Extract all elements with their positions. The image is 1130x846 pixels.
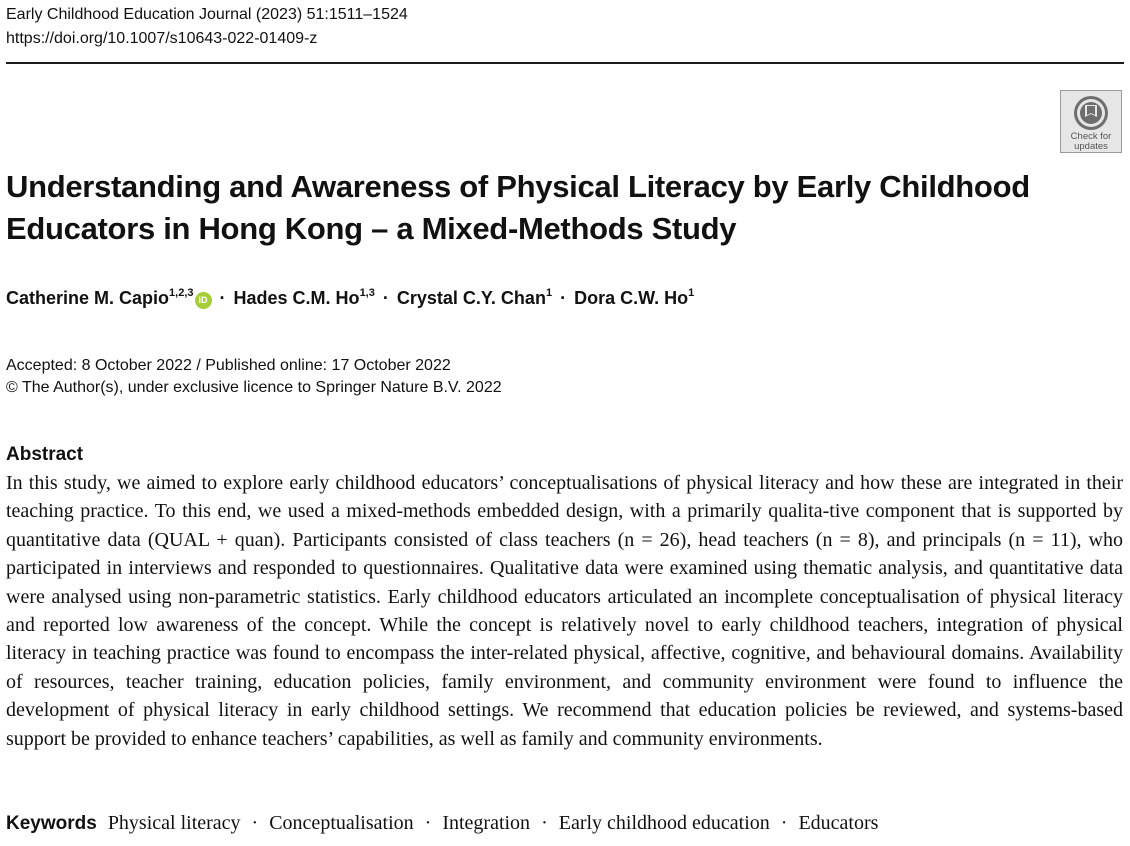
keywords-label: Keywords [6, 813, 97, 834]
article-title [6, 166, 1066, 250]
keyword-separator: · [541, 812, 548, 834]
journal-citation: Early Childhood Education Journal (2023) 51:1511–1524 [6, 6, 408, 23]
keyword-separator: · [780, 812, 788, 834]
keywords [6, 809, 878, 838]
article-title-line-2: Educators in Hong Kong – a Mixed-Methods Study [6, 211, 737, 246]
keyword-separator: · [424, 812, 432, 834]
doi-link[interactable]: https://doi.org/10.1007/s10643-022-01409-z [6, 30, 318, 47]
keyword-item: Early childhood education [558, 812, 770, 834]
check-for-updates-label-2: updates [1074, 141, 1108, 152]
keyword-item: Conceptualisation [269, 812, 414, 834]
author-name[interactable]: Crystal C.Y. Chan [396, 288, 546, 308]
check-for-updates-label-1: Check for [1070, 131, 1112, 142]
article-title-line-1: Understanding and Awareness of Physical Literacy by Early Childhood [6, 169, 1030, 204]
check-for-updates-icon [1073, 95, 1109, 131]
author-list [6, 284, 694, 312]
author-affiliation: 1 [688, 287, 695, 299]
abstract-text: In this study, we aimed to explore early childhood educators’ conceptualisations of physical literacy and how these are integrated in their teaching practice. To this end, we used a mixed-methods embedded design, with a primarily qualita-tive component that is supported by quantitative data (QUAL + quan). Participants consisted of class teachers (n = 26), head teachers (n = 8), and principals (n = 11), who participated in interviews and responded to questionnaires. Qualitative data were examined using thematic analysis, and quantitative data were analysed using non-parametric statistics. Early childhood educators articulated an incomplete conceptualisation of physical literacy and reported low awareness of the concept. While the concept is relatively novel to early childhood teachers, integration of physical literacy in teaching practice was found to encompass the inter-related physical, affective, cognitive, and behavioural domains. Availability of resources, teacher training, education policies, family environment, and community environment were found to influence the development of physical literacy in early childhood settings. We recommend that education policies be reviewed, and systems-based support be provided to enhance teachers’ capabilities, as well as family and community environments. [6, 472, 1123, 750]
author-affiliation: 1,2,3 [169, 287, 194, 299]
author-separator: · [560, 288, 567, 308]
author-separator: · [219, 288, 226, 308]
copyright-notice: © The Author(s), under exclusive licence to Springer Nature B.V. 2022 [6, 379, 502, 396]
author-name[interactable]: Catherine M. Capio [6, 288, 170, 308]
publication-info [6, 355, 502, 399]
keyword-item: Integration [442, 812, 531, 834]
check-for-updates-badge[interactable] [1060, 90, 1122, 153]
keyword-separator: · [251, 812, 259, 834]
abstract-heading: Abstract [6, 444, 84, 465]
orcid-icon[interactable]: iD [195, 292, 212, 309]
author-name[interactable]: Hades C.M. Ho [233, 288, 360, 308]
keyword-item: Educators [798, 812, 879, 834]
author-name[interactable]: Dora C.W. Ho [574, 288, 689, 308]
author-separator: · [382, 288, 389, 308]
author-affiliation: 1 [545, 287, 553, 299]
publication-dates: Accepted: 8 October 2022 / Published online: 17 October 2022 [6, 357, 451, 374]
author-affiliation: 1,3 [359, 287, 375, 299]
header-divider [6, 62, 1124, 64]
keyword-item: Physical literacy [107, 812, 241, 834]
